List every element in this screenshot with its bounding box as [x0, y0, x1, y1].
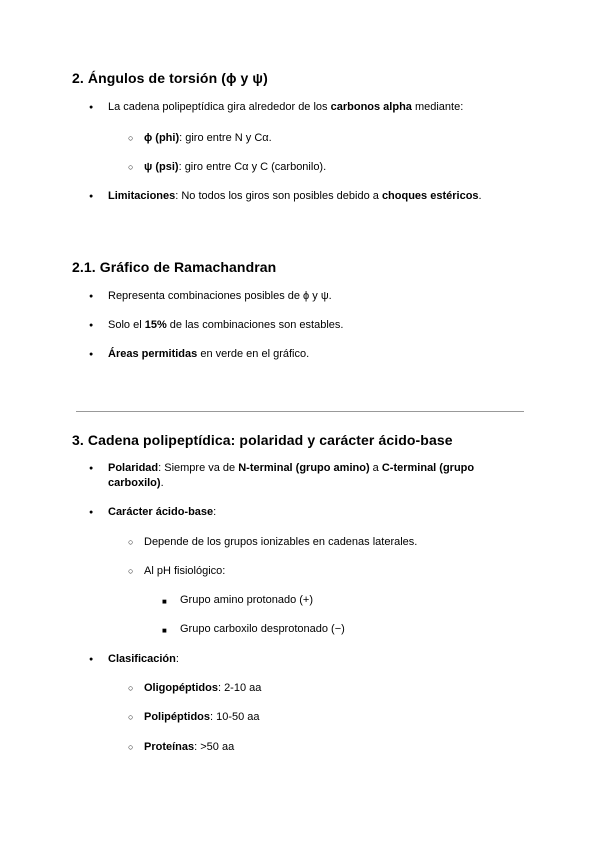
- list-item-phi: ϕ (phi): giro entre N y Cα.: [144, 132, 272, 144]
- bullet-icon: ●: [89, 322, 94, 329]
- bullet-icon: ●: [89, 656, 94, 663]
- bullet-icon: ●: [89, 104, 94, 111]
- bullet-icon: ●: [89, 465, 94, 472]
- bullet-icon: ●: [89, 351, 94, 358]
- circle-bullet-icon: ○: [128, 742, 134, 752]
- circle-bullet-icon: ○: [128, 712, 134, 722]
- bullet-icon: ●: [89, 509, 94, 516]
- circle-bullet-icon: ○: [128, 133, 134, 143]
- list-item-oligopeptidos: Oligopéptidos: 2-10 aa: [144, 682, 262, 694]
- list-item-cadena-gira: La cadena polipeptídica gira alrededor de los carbonos alpha mediante:: [108, 101, 464, 113]
- list-item-limitaciones: Limitaciones: No todos los giros son posibles debido a choques estéricos.: [108, 190, 482, 202]
- list-item-grupo-carboxilo: Grupo carboxilo desprotonado (−): [180, 623, 345, 635]
- list-item-grupo-amino: Grupo amino protonado (+): [180, 594, 313, 606]
- section-divider: [76, 411, 524, 412]
- list-item-clasificacion: Clasificación:: [108, 653, 179, 665]
- bullet-icon: ●: [89, 193, 94, 200]
- list-item-polaridad-cont: carboxilo).: [108, 477, 164, 489]
- bullet-icon: ●: [89, 293, 94, 300]
- list-item-areas-permitidas: Áreas permitidas en verde en el gráfico.: [108, 348, 310, 360]
- section-2-heading: 2. Ángulos de torsión (ϕ y ψ): [72, 70, 268, 86]
- list-item-psi: ψ (psi): giro entre Cα y C (carbonilo).: [144, 161, 327, 173]
- list-item-proteinas: Proteínas: >50 aa: [144, 741, 235, 753]
- circle-bullet-icon: ○: [128, 683, 134, 693]
- square-bullet-icon: ■: [162, 626, 167, 635]
- list-item-caracter-acido-base: Carácter ácido-base:: [108, 506, 217, 518]
- circle-bullet-icon: ○: [128, 537, 134, 547]
- list-item-representa: Representa combinaciones posibles de ϕ y ψ.: [108, 290, 332, 302]
- square-bullet-icon: ■: [162, 597, 167, 606]
- list-item-polipeptidos: Polipéptidos: 10-50 aa: [144, 711, 260, 723]
- circle-bullet-icon: ○: [128, 162, 134, 172]
- section-3-heading: 3. Cadena polipeptídica: polaridad y carácter ácido-base: [72, 432, 453, 448]
- list-item-polaridad: Polaridad: Siempre va de N-terminal (grupo amino) a C-terminal (grupo: [108, 462, 475, 474]
- section-2-1-heading: 2.1. Gráfico de Ramachandran: [72, 259, 277, 275]
- list-item-ph-fisiologico: Al pH fisiológico:: [144, 565, 226, 577]
- circle-bullet-icon: ○: [128, 566, 134, 576]
- list-item-solo-15: Solo el 15% de las combinaciones son estables.: [108, 319, 344, 331]
- list-item-depende: Depende de los grupos ionizables en cadenas laterales.: [144, 536, 418, 548]
